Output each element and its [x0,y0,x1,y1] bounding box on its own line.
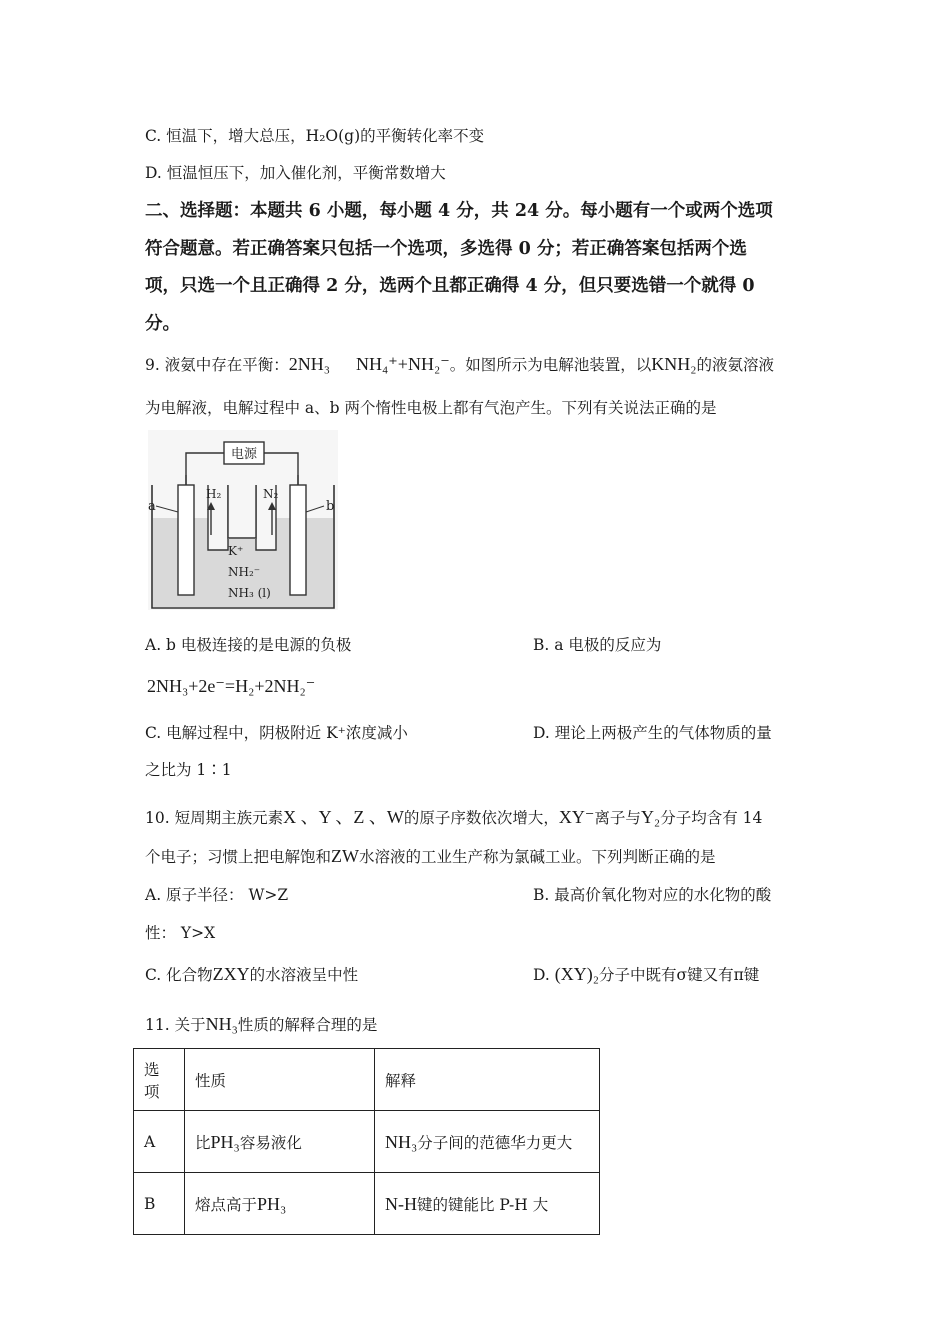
explanation-text: 键的键能比 P-H 大 [417,1195,549,1214]
q10-option-b-cont: 性： Y>X [145,924,216,942]
q9-option-d-cont: 之比为 1∶1 [145,761,232,779]
table-header-option: 选项 [134,1049,185,1111]
section2-line1: 二、选择题：本题共 6 小题，每小题 4 分，共 24 分。每小题有一个或两个选项 [145,201,773,221]
q8-option-c [145,124,484,146]
q8-option-d: D. 恒温恒压下，加入催化剂，平衡常数增大 [145,164,446,182]
q10-option-c-prefix: C. 化合物 [145,966,213,984]
table-cell-property [185,1173,375,1235]
q10-molecule: Y₂ [640,807,661,827]
table-header-row [134,1049,600,1111]
q10-intro-d: 分子均含有 14 [660,809,763,827]
q11-formula: NH₃ [205,1014,238,1034]
k-ion-label: K⁺ [228,544,244,558]
q10-intro-a: 10. 短周期主族元素 [145,809,284,827]
q9-number: 9. [145,356,160,374]
table-row [134,1111,600,1173]
table-cell-option: B [134,1173,185,1235]
q8-option-c-prefix: C. 恒温下，增大总压， [145,127,306,145]
q10-line2-b: 水溶液的工业生产称为氯碱工业。下列判断正确的是 [359,848,716,866]
table-cell-explanation [375,1111,600,1173]
q10-intro-c: 离子与 [594,809,641,827]
nh3-liquid-label: NH₃ (l) [228,586,271,600]
q10-option-c [145,963,358,985]
table-cell-property [185,1111,375,1173]
section2-line3: 项，只选一个且正确得 2 分，选两个且都正确得 4 分，但只要选错一个就得 0 [145,276,755,296]
section2-line2: 符合题意。若正确答案只包括一个选项，多选得 0 分；若正确答案包括两个选 [145,239,747,259]
n2-label: N₂ [263,487,279,501]
q10-zw: ZW [331,846,359,866]
q9-equilibrium-right: NH₄⁺+NH₂⁻ [356,354,450,374]
q10-option-d-formula: (XY)₂ [554,964,600,984]
property-prefix: 熔点高于 [195,1195,258,1214]
explanation-formula: N-H [385,1193,417,1214]
electrolysis-cell-diagram [148,430,338,610]
table-cell-option: A [134,1111,185,1173]
q11-stem [145,1013,377,1035]
q10-option-c-formula: ZXY [212,964,250,984]
q9-salt: KNH₂ [651,354,697,374]
q10-option-d-prefix: D. [533,966,550,984]
h2-label: H₂ [206,487,222,501]
q11-table [133,1048,600,1235]
q10-elements: X 、Y 、Z 、W [283,807,404,827]
table-row [134,1173,600,1235]
q10-option-d [533,963,759,985]
table-cell-explanation [375,1173,600,1235]
q9-intro2: 。如图所示为电解池装置，以 [449,356,652,374]
q10-option-b: B. 最高价氧化物对应的水化物的酸 [533,886,772,904]
q9-option-d: D. 理论上两极产生的气体物质的量 [533,724,772,742]
electrode-b-label: b [326,499,335,514]
property-suffix: 容易液化 [239,1133,302,1152]
q10-stem-line2 [145,845,716,867]
q10-ion: XY⁻ [558,807,595,827]
q10-option-c-suffix: 的水溶液呈中性 [249,966,359,984]
electrode-a [178,485,194,595]
q9-intro1: 液氨中存在平衡： [164,356,289,374]
property-formula: PH₃ [210,1131,240,1152]
q10-line2-a: 个电子；习惯上把电解饱和 [145,848,332,866]
table-header-explanation: 解释 [375,1049,600,1111]
q10-option-a: A. 原子半径： W>Z [145,886,289,904]
q11-intro-a: 11. 关于 [145,1016,206,1034]
q9-option-b: B. a 电极的反应为 [533,636,662,654]
nh2-ion-label: NH₂⁻ [228,565,261,579]
section2-line4: 分。 [145,314,180,334]
q8-option-c-formula: H₂O(g) [305,127,361,145]
property-prefix: 比 [195,1133,211,1152]
q10-intro-b: 的原子序数依次增大， [403,809,559,827]
explanation-text: 分子间的范德华力更大 [417,1133,573,1152]
table-header-property: 性质 [185,1049,375,1111]
q11-intro-b: 性质的解释合理的是 [237,1016,378,1034]
property-formula: PH₃ [257,1193,287,1214]
q9-stem-line1 [145,353,774,375]
electrode-b [290,485,306,595]
electrode-a-label: a [148,499,156,514]
q9-stem-line2: 为电解液，电解过程中 a、b 两个惰性电极上都有气泡产生。下列有关说法正确的是 [145,399,717,417]
partition-gap [228,485,256,539]
q9-option-c: C. 电解过程中，阴极附近 K⁺浓度减小 [145,724,408,742]
q9-equilibrium-left: 2NH₃ [288,354,331,374]
q10-option-d-suffix: 分子中既有σ键又有π键 [599,966,760,984]
power-source-label: 电源 [230,447,258,462]
explanation-formula: NH₃ [385,1131,418,1152]
q9-intro3: 的液氨溶液 [696,356,775,374]
q9-option-a: A. b 电极连接的是电源的负极 [145,636,352,654]
q10-stem-line1 [145,803,762,829]
q9-option-b-equation: 2NH₃+2e⁻=H₂+2NH₂⁻ [147,676,316,696]
q8-option-c-suffix: 的平衡转化率不变 [360,127,485,145]
